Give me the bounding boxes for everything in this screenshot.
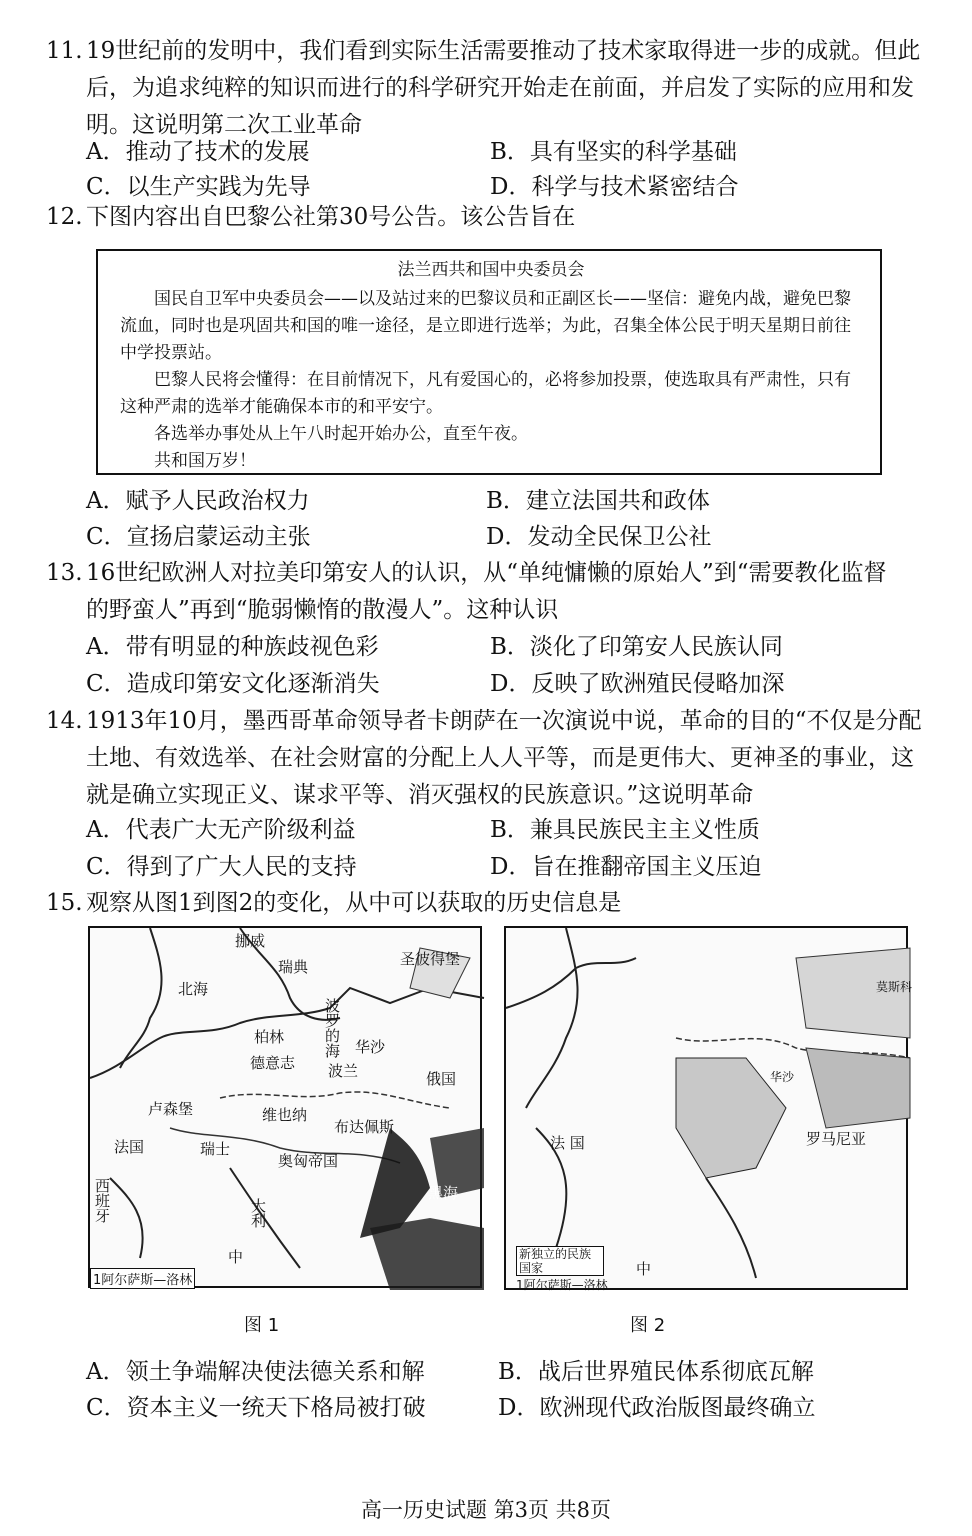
map-label: 布达佩斯: [334, 1118, 395, 1136]
map-label: 瑞士: [200, 1140, 231, 1158]
map-label: 瑞典: [278, 958, 309, 976]
question-12: [46, 199, 926, 236]
notice-paragraph: 巴黎人民将会懂得：在目前情况下，凡有爱国心的，必将参加投票，使选取具有严肃性，只有这种严肃的选举才能确保本市的和平安宁。: [120, 370, 851, 417]
map-label: 华沙: [770, 1070, 795, 1084]
option-d[interactable]: D．旨在推翻帝国主义压迫: [490, 854, 762, 880]
map-label: 奥匈帝国: [278, 1152, 339, 1170]
map-label: 圣彼得堡: [400, 950, 461, 968]
question-stem: 后，为追求纯粹的知识而进行的科学研究开始走在前面，并启发了实际的应用和发: [86, 75, 914, 101]
map-label: 大利: [249, 1198, 267, 1228]
option-c[interactable]: C．资本主义一统天下格局被打破: [86, 1395, 426, 1421]
commune-notice-box: [96, 249, 882, 475]
question-15: [46, 885, 926, 922]
figure-1-caption: 图 1: [244, 1315, 280, 1336]
map-label: 卢森堡: [148, 1100, 194, 1118]
page-footer: 高一历史试题 第3页 共8页: [360, 1498, 612, 1522]
map-figure-2: [504, 926, 913, 1292]
question-number: 13.: [46, 560, 83, 586]
option-a[interactable]: A．带有明显的种族歧视色彩: [86, 634, 379, 660]
question-stem: 的野蛮人”再到“脆弱懒惰的散漫人”。这种认识: [86, 597, 559, 623]
option-b[interactable]: B．具有坚实的科学基础: [490, 139, 737, 165]
map-label: 法国: [114, 1138, 145, 1156]
map-label: 西班牙: [93, 1178, 111, 1223]
map-label: 德意志: [250, 1054, 296, 1072]
option-d[interactable]: D．发动全民保卫公社: [486, 524, 712, 550]
map-label: 罗马尼亚: [806, 1130, 867, 1148]
map-label: 北海: [178, 980, 209, 998]
notice-paragraph: 各选举办事处从上午八时起开始办公，直至午夜。: [154, 424, 528, 444]
map-2-legend: [516, 1246, 604, 1276]
option-d[interactable]: D．反映了欧洲殖民侵略加深: [490, 671, 785, 697]
notice-paragraph: 国民自卫军中央委员会——以及站过来的巴黎议员和正副区长——坚信：避免内战，避免巴黎流血，同时也是巩固共和国的唯一途径，是立即进行选举；为此，召集全体公民于明天星期日前往中学投票站。: [120, 289, 851, 363]
question-stem: 19世纪前的发明中，我们看到实际生活需要推动了技术家取得进一步的成就。但此: [86, 38, 921, 64]
question-13: [46, 555, 926, 629]
question-number: 14.: [46, 708, 83, 734]
option-c[interactable]: C．造成印第安文化逐渐消失: [86, 671, 380, 697]
option-a[interactable]: A．推动了技术的发展: [86, 139, 310, 165]
map-label: 波兰: [328, 1062, 359, 1080]
question-number: 11.: [46, 38, 83, 64]
option-a[interactable]: A．领土争端解决使法德关系和解: [86, 1359, 425, 1385]
map-label: 波罗的海: [323, 998, 341, 1058]
question-stem: 16世纪欧洲人对拉美印第安人的认识，从“单纯慵懒的原始人”到“需要教化监督: [86, 560, 887, 586]
question-stem: 土地、有效选举、在社会财富的分配上人人平等，而是更伟大、更神圣的事业，这: [86, 745, 914, 771]
option-b[interactable]: B．兼具民族民主主义性质: [490, 817, 760, 843]
map-label: 中: [228, 1248, 244, 1266]
map-label: 华沙: [355, 1038, 386, 1056]
map-label: 柏林: [254, 1028, 285, 1046]
map-figure-1: [88, 926, 482, 1288]
legend-text: 新独立的民族国家: [519, 1247, 592, 1275]
figure-2-caption: 图 2: [630, 1315, 666, 1336]
map-2-drawing: [506, 928, 913, 1292]
option-b[interactable]: B．战后世界殖民体系彻底瓦解: [498, 1359, 814, 1385]
option-b[interactable]: B．淡化了印第安人民族认同: [490, 634, 783, 660]
map-label: 俄国: [426, 1070, 457, 1088]
map-label: 莫斯科: [876, 980, 913, 994]
option-c[interactable]: C．以生产实践为先导: [86, 174, 311, 200]
notice-title: 法兰西共和国中央委员会: [397, 260, 585, 280]
map-1-legend: 1阿尔萨斯—洛林: [90, 1268, 195, 1289]
question-number: 12.: [46, 204, 83, 230]
option-d[interactable]: D．科学与技术紧密结合: [490, 174, 739, 200]
map-label: 挪威: [235, 932, 266, 950]
map-label: 黑海: [428, 1184, 459, 1202]
map-label: 1阿尔萨斯—洛林: [516, 1278, 608, 1292]
map-label: 中: [636, 1260, 652, 1278]
option-a[interactable]: A．代表广大无产阶级利益: [86, 817, 356, 843]
question-stem: 下图内容出自巴黎公社第30号公告。该公告旨在: [86, 204, 576, 230]
question-stem: 就是确立实现正义、谋求平等、消灭强权的民族意识。”这说明革命: [86, 782, 754, 808]
option-c[interactable]: C．得到了广大人民的支持: [86, 854, 357, 880]
option-b[interactable]: B．建立法国共和政体: [486, 488, 710, 514]
question-11: [46, 33, 926, 144]
notice-paragraph: 共和国万岁！: [154, 451, 256, 471]
option-d[interactable]: D．欧洲现代政治版图最终确立: [498, 1395, 816, 1421]
option-a[interactable]: A．赋予人民政治权力: [86, 488, 310, 514]
question-14: [46, 703, 926, 814]
question-stem: 1913年10月，墨西哥革命领导者卡朗萨在一次演说中说，革命的目的“不仅是分配: [86, 708, 922, 734]
question-stem: 观察从图1到图2的变化，从中可以获取的历史信息是: [86, 890, 622, 916]
map-label: 维也纳: [262, 1106, 308, 1124]
map-label: 法 国: [550, 1134, 585, 1152]
question-number: 15.: [46, 890, 83, 916]
option-c[interactable]: C．宣扬启蒙运动主张: [86, 524, 311, 550]
question-stem: 明。这说明第二次工业革命: [86, 112, 362, 138]
